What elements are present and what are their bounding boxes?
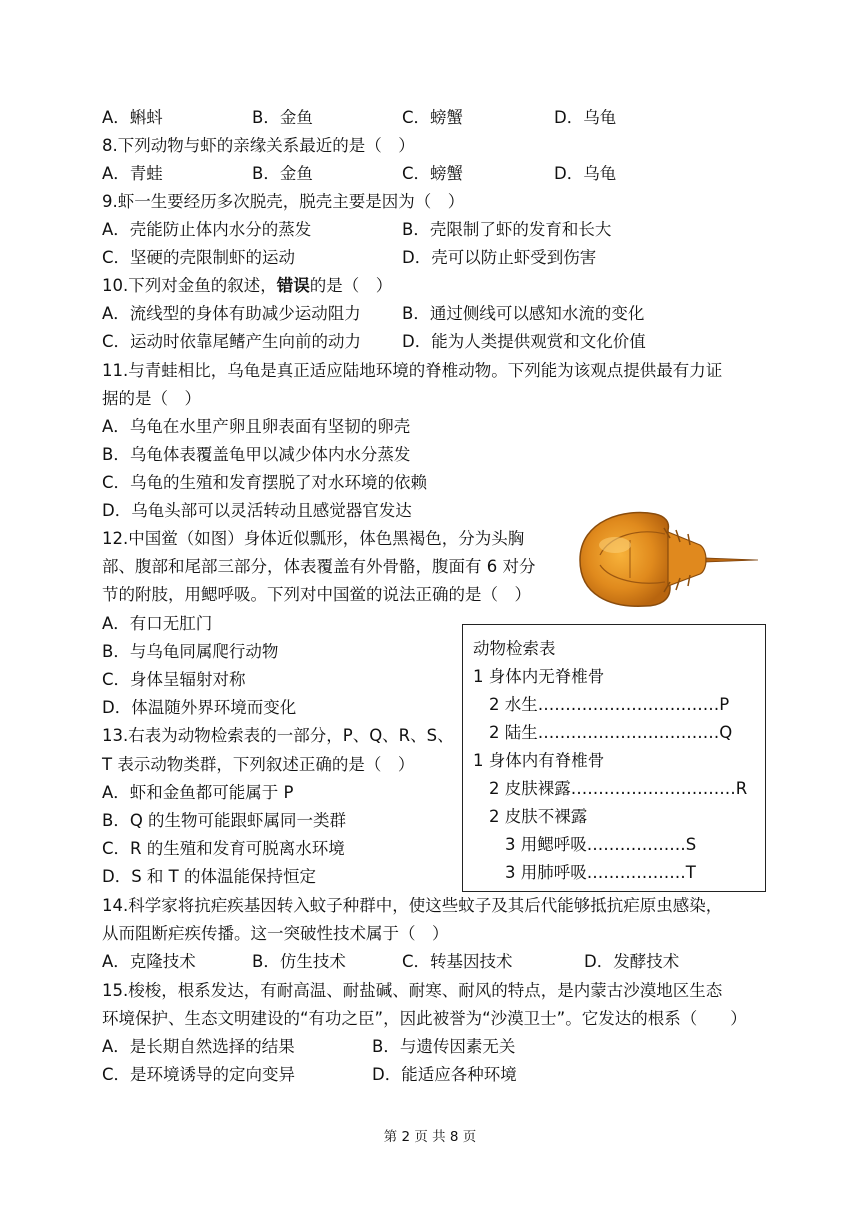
q15-option-a: A．是长期自然选择的结果	[102, 1037, 295, 1056]
q12-option-b: B．与乌龟同属爬行动物	[102, 642, 279, 661]
q14-option-d: D．发酵技术	[584, 952, 680, 971]
q8-option-c: C．螃蟹	[402, 164, 464, 183]
q10-stem-emphasis: 错误	[276, 276, 310, 295]
q11-option-c: C．乌龟的生殖和发育摆脱了对水环境的依赖	[102, 473, 428, 492]
q14-stem-line2: 从而阻断疟疾传播。这一突破性技术属于（ ）	[102, 924, 449, 943]
key-table-title: 动物检索表	[473, 639, 556, 658]
q10-option-c: C．运动时依靠尾鳍产生向前的动力	[102, 332, 362, 351]
q12-option-d: D．体温随外界环境而变化	[102, 698, 297, 717]
key-row-6: 2 皮肤不裸露	[489, 807, 588, 826]
page-footer: 第 2 页 共 8 页	[383, 1129, 477, 1145]
key-row-1: 1 身体内无脊椎骨	[473, 667, 605, 686]
q8-option-d: D．乌龟	[554, 164, 617, 183]
animal-key-table	[462, 624, 766, 892]
q12-stem-line3: 节的附肢，用鳃呼吸。下列对中国鲎的说法正确的是（ ）	[102, 585, 531, 604]
q15-stem-line2: 环境保护、生态文明建设的“有功之臣”，因此被誉为“沙漠卫士”。它发达的根系（ ）	[102, 1009, 747, 1028]
q9-option-c: C．坚硬的壳限制虾的运动	[102, 248, 296, 267]
q10-stem	[102, 272, 392, 300]
key-row-3: 2 陆生……………………………Q	[489, 723, 733, 742]
q9-option-d: D．壳可以防止虾受到伤害	[402, 248, 597, 267]
key-row-5: 2 皮肤裸露…………………………R	[489, 779, 748, 798]
q14-option-b: B．仿生技术	[252, 952, 346, 971]
q12-option-a: A．有口无肛门	[102, 614, 213, 633]
key-row-4: 1 身体内有脊椎骨	[473, 751, 605, 770]
q7-option-d: D．乌龟	[554, 108, 617, 127]
q15-option-b: B．与遗传因素无关	[372, 1037, 516, 1056]
q13-option-d: D．S 和 T 的体温能保持恒定	[102, 867, 316, 886]
q7-option-b: B．金鱼	[252, 108, 313, 127]
q14-stem-line1: 14.科学家将抗疟疾基因转入蚊子种群中，使这些蚊子及其后代能够抵抗疟原虫感染，	[102, 896, 723, 915]
q10-option-b: B．通过侧线可以感知水流的变化	[402, 304, 645, 323]
q9-option-a: A．壳能防止体内水分的蒸发	[102, 220, 312, 239]
key-row-7: 3 用鳃呼吸………………S	[505, 835, 697, 854]
q14-option-a: A．克隆技术	[102, 952, 196, 971]
key-row-8: 3 用肺呼吸………………T	[505, 863, 696, 882]
q15-stem-line1: 15.梭梭，根系发达，有耐高温、耐盐碱、耐寒、耐风的特点，是内蒙古沙漠地区生态	[102, 981, 723, 1000]
q7-option-c: C．螃蟹	[402, 108, 464, 127]
q11-stem-line2: 据的是（ ）	[102, 389, 201, 408]
horseshoe-crab-image	[570, 500, 760, 615]
q7-option-a: A．蝌蚪	[102, 108, 163, 127]
q8-stem: 8.下列动物与虾的亲缘关系最近的是（ ）	[102, 136, 415, 155]
q15-option-d: D．能适应各种环境	[372, 1065, 517, 1084]
q11-option-b: B．乌龟体表覆盖龟甲以减少体内水分蒸发	[102, 445, 411, 464]
q12-option-c: C．身体呈辐射对称	[102, 670, 246, 689]
q8-option-a: A．青蛙	[102, 164, 163, 183]
q9-option-b: B．壳限制了虾的发育和长大	[402, 220, 612, 239]
q10-option-a: A．流线型的身体有助减少运动阻力	[102, 304, 361, 323]
q10-option-d: D．能为人类提供观赏和文化价值	[402, 332, 646, 351]
q11-stem-line1: 11.与青蛙相比，乌龟是真正适应陆地环境的脊椎动物。下列能为该观点提供最有力证	[102, 361, 723, 380]
q13-stem-line1: 13.右表为动物检索表的一部分，P、Q、R、S、	[102, 726, 454, 745]
q12-stem-line1: 12.中国鲎（如图）身体近似瓢形，体色黑褐色，分为头胸	[102, 529, 525, 548]
q10-stem-pre: 10.下列对金鱼的叙述，	[102, 276, 277, 295]
q8-option-b: B．金鱼	[252, 164, 313, 183]
q11-option-a: A．乌龟在水里产卵且卵表面有坚韧的卵壳	[102, 417, 411, 436]
q12-stem-line2: 部、腹部和尾部三部分，体表覆盖有外骨骼，腹面有 6 对分	[102, 557, 536, 576]
q13-option-c: C．R 的生殖和发育可脱离水环境	[102, 839, 345, 858]
q13-option-a: A．虾和金鱼都可能属于 P	[102, 783, 294, 802]
q13-option-b: B．Q 的生物可能跟虾属同一类群	[102, 811, 347, 830]
q15-option-c: C．是环境诱导的定向变异	[102, 1065, 296, 1084]
q9-stem: 9.虾一生要经历多次脱壳，脱壳主要是因为（ ）	[102, 192, 465, 211]
q13-stem-line2: T 表示动物类群，下列叙述正确的是（ ）	[102, 755, 415, 774]
q11-option-d: D．乌龟头部可以灵活转动且感觉器官发达	[102, 501, 412, 520]
q10-stem-post: 的是（ ）	[309, 276, 393, 295]
q14-option-c: C．转基因技术	[402, 952, 513, 971]
key-row-2: 2 水生……………………………P	[489, 695, 730, 714]
